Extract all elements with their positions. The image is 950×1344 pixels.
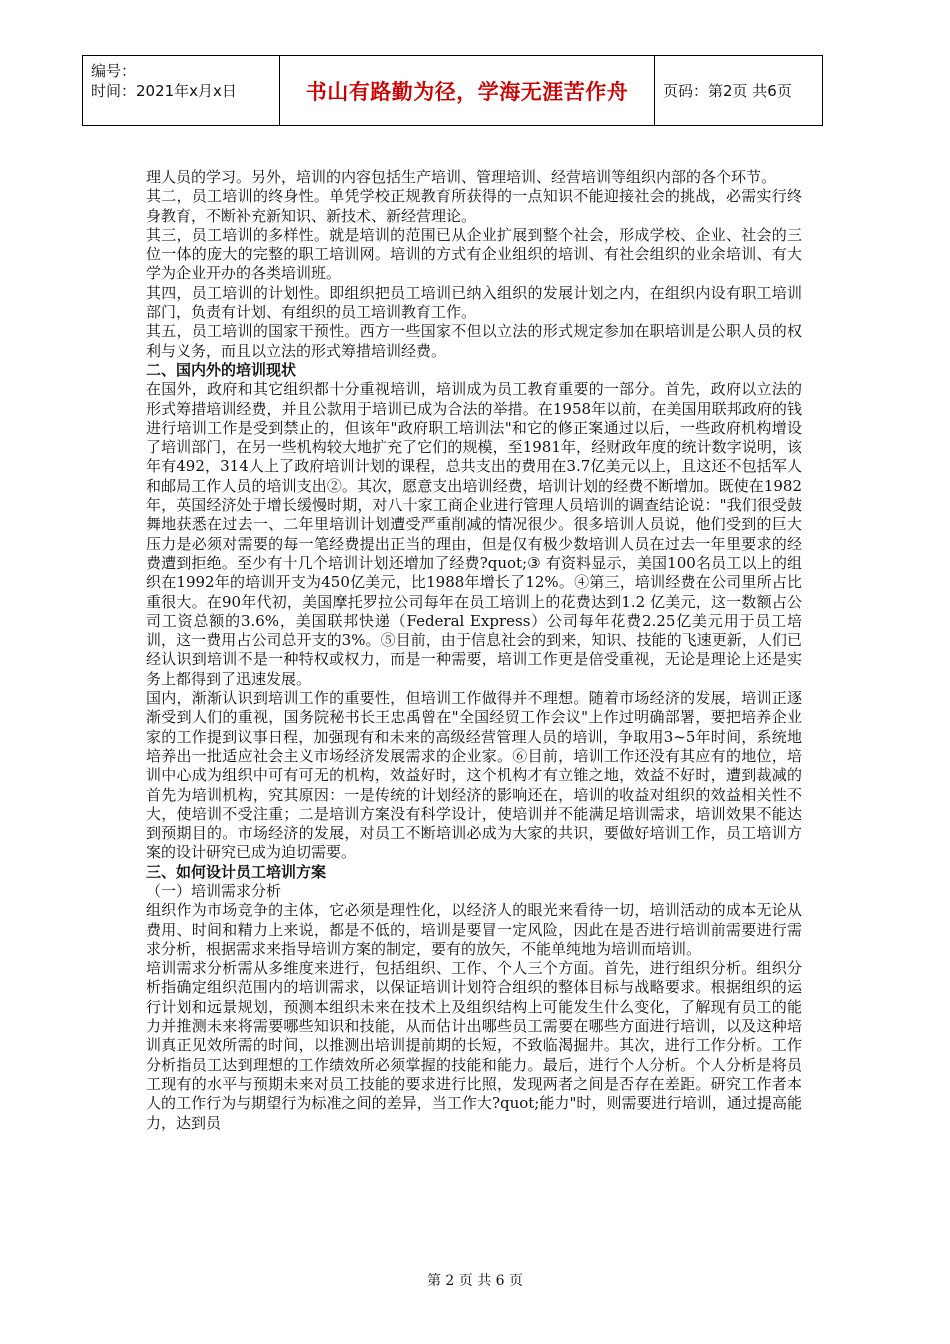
paragraph: 其四，员工培训的计划性。即组织把员工培训已纳入组织的发展计划之内，在组织内设有职工培训部门，负责有计划、有组织的员工培训教育工作。 bbox=[146, 283, 802, 322]
subsection-heading: （一）培训需求分析 bbox=[146, 881, 282, 900]
document-number-label: 编号： bbox=[91, 62, 137, 80]
paragraph: 组织作为市场竞争的主体，它必须是理性化，以经济人的眼光来看待一切，培训活动的成本无论从费用、时间和精力上来说，都是不低的，培训是要冒一定风险，因此在是否进行培训前需要进行需求分析，根据需求来指导培训方案的制定，要有的放矢，不能单纯地为培训而培训。 bbox=[146, 901, 802, 958]
page-footer: 第 2 页 共 6 页 bbox=[426, 1273, 524, 1289]
paragraph: 培训需求分析需从多维度来进行，包括组织、工作、个人三个方面。首先，进行组织分析。组织分析指确定组织范围内的培训需求，以保证培训计划符合组织的整体目标与战略要求。根据组织的运行计划和远景规划，预测本组织未来在技术上及组织结构上可能发生什么变化，了解现有员工的能力并推测未来将需要哪些知识和技能，从而估计出哪些员工需要在哪些方面进行培训，以及这种培训真正见效所需的时间，以推测出培训提前期的长短，不致临渴掘井。其次，进行工作分析。工作分析指员工达到理想的工作绩效所必须掌握的技能和能力。最后，进行个人分析。个人分析是将员工现有的水平与预期未来对员工技能的要求进行比照，发现两者之间是否存在差距。研究工作者本人的工作行为与期望行为标准之间的差异，当工作大?quot;能力"时，则需要进行培训，通过提高能力，达到员 bbox=[146, 959, 802, 1132]
header-page-info: 页码：第2页 共6页 bbox=[663, 82, 792, 100]
paragraph: 其三，员工培训的多样性。就是培训的范围已从企业扩展到整个社会，形成学校、企业、社会的三位一体的庞大的完整的职工培训网。培训的方式有企业组织的培训、有社会组织的业余培训、有大学为企业开办的各类培训班。 bbox=[146, 225, 802, 283]
section-heading: 三、如何设计员工培训方案 bbox=[146, 862, 327, 881]
paragraph: 在国外，政府和其它组织都十分重视培训，培训成为员工教育重要的一部分。首先，政府以立法的形式筹措培训经费，并且公款用于培训已成为合法的举措。在1958年以前，在美国用联邦政府的钱进行培训工作是受到禁止的，但该年"政府职工培训法"和它的修正案通过以后，一些政府机构增设了培训部门，在另一些机构较大地扩充了它们的规模，至1981年，经财政年度的统计数字说明，该年有492，314人上了政府培训计划的课程，总共支出的费用在3.7亿美元以上，且这还不包括军人和邮局工作人员的培训支出②。其次，愿意支出培训经费，培训计划的经费不断增加。既使在1982年，英国经济处于增长缓慢时期，对八十家工商企业进行管理人员培训的调查结论说："我们很受鼓舞地获悉在过去一、二年里培训计划遭受严重削减的情况很少。很多培训人员说，他们受到的巨大压力是必须对需要的每一笔经费提出正当的理由，但是仅有极少数培训人员在过去一年里要求的经费遭到拒绝。至少有十几个培训计划还增加了经费?quot;③ 有资料显示，美国100名员工以上的组织在1992年的培训开支为450亿美元，比1988年增长了12%。④第三，培训经费在公司里所占比重很大。在90年代初，美国摩托罗拉公司每年在员工培训上的花费达到1.2 亿美元，这一数额占公司工资总额的3.6%，美国联邦快递（Federal Express）公司每年花费2.25亿美元用于员工培训，这一费用占公司总开支的3%。⑤目前，由于信息社会的到来，知识、技能的飞速更新，人们已经认识到培训不是一种特权或权力，而是一种需要，培训工作更是倍受重视，无论是理论上还是实务上都得到了迅速发展。 bbox=[146, 380, 802, 688]
section-heading: 二、国内外的培训现状 bbox=[146, 360, 297, 379]
paragraph: 理人员的学习。另外，培训的内容包括生产培训、管理培训、经营培训等组织内部的各个环节。 bbox=[146, 168, 777, 186]
paragraph: 其二，员工培训的终身性。单凭学校正规教育所获得的一点知识不能迎接社会的挑战，必需实行终身教育，不断补充新知识、新技术、新经营理论。 bbox=[146, 187, 802, 225]
header-motto: 书山有路勤为径，学海无涯苦作舟 bbox=[280, 56, 655, 125]
paragraph: 国内，渐渐认识到培训工作的重要性，但培训工作做得并不理想。随着市场经济的发展，培训正逐渐受到人们的重视，国务院秘书长王忠禹曾在"全国经贸工作会议"上作过明确部署，要把培养企业家的工作提到议事日程，加强现有和未来的高级经营管理人员的培训，争取用3~5年时间，系统地培养出一批适应社会主义市场经济发展需求的企业家。⑥目前，培训工作还没有其应有的地位，培训中心成为组织中可有可无的机构，效益好时，这个机构才有立锥之地，效益不好时，遭到裁减的首先为培训机构，究其原因：一是传统的计划经济的影响还在，培训的收益对组织的效益相关性不大，使培训不受注重；二是培训方案没有科学设计，使培训并不能满足培训需求，培训效果不能达到预期目的。市场经济的发展，对员工不断培训必成为大家的共识，要做好培训工作，员工培训方案的设计研究已成为迫切需要。 bbox=[146, 689, 802, 862]
document-time-label: 时间：2021年x月x日 bbox=[91, 82, 237, 100]
header-left-cell bbox=[83, 56, 280, 125]
header-table bbox=[82, 55, 823, 126]
document-body bbox=[146, 168, 802, 1133]
paragraph: 其五，员工培训的国家干预性。西方一些国家不但以立法的形式规定参加在职培训是公职人员的权利与义务，而且以立法的形式筹措培训经费。 bbox=[146, 322, 802, 360]
